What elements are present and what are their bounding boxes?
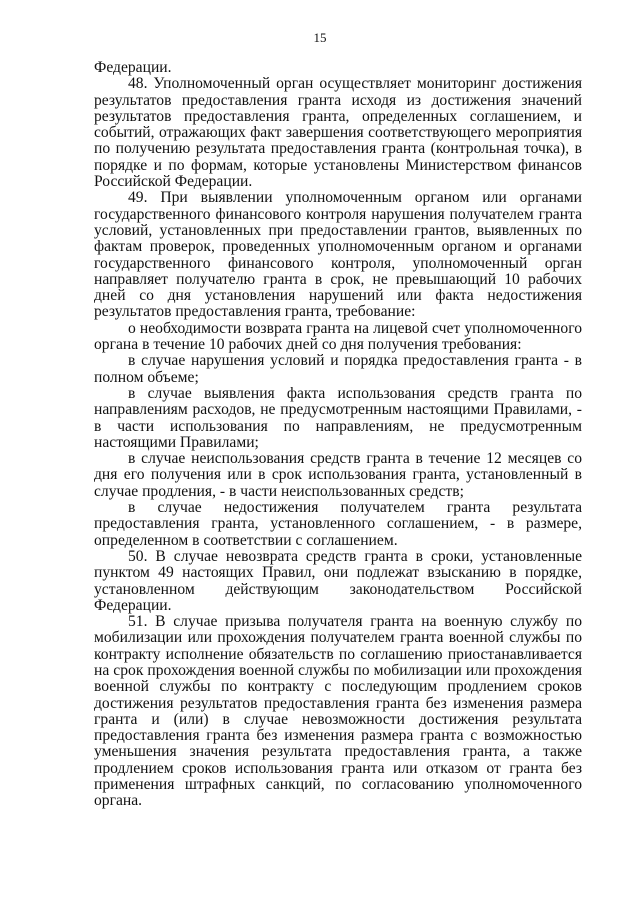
paragraph-continuation: Федерации. — [94, 59, 172, 76]
paragraph-51: 51. В случае призыва получателя гранта на военную службу по мобилизации или прохождения получателем гранта военной службы по контракту исполнение обязательств по соглашению приостанавливается на срок прохождения военной службы по мобилизации или прохождения военной службы по контракту с последующим продлением сроков достижения результатов предоставления гранта без изменения размера гранта и (или) в случае невозможности достижения результата предоставления гранта без изменения размера гранта с возможностью уменьшения значения результата предоставления гранта, а также продлением сроков использования гранта или отказом от гранта без применения штрафных санкций, по согласованию уполномоченного органа. — [94, 613, 582, 810]
paragraph-49-case-not-achieved: в случае недостижения получателем гранта результата предоставления гранта, установленного соглашением, - в размере, определенном в соответствии с соглашением. — [94, 499, 582, 549]
paragraph-49-case-unused: в случае неиспользования средств гранта в течение 12 месяцев со дня его получения или в срок использования гранта, установленный в случае продления, - в части неиспользованных средств; — [94, 450, 582, 500]
paragraph-49-requirement: о необходимости возврата гранта на лицевой счет уполномоченного органа в течение 10 рабочих дней со дня получения требования: — [94, 319, 582, 354]
paragraph-49: 49. При выявлении уполномоченным органом или органами государственного финансового контроля нарушения получателем гранта условий, установленных при предоставлении грантов, выявленных по фактам проверок, проведенных уполномоченным органом и органами государственного финансового контроля, уполномоченный орган направляет получателю гранта в срок, не превышающий 10 рабочих дней со дня установления нарушений или факта недостижения результатов предоставления гранта, требование: — [94, 189, 582, 321]
paragraph-50: 50. В случае невозврата средств гранта в сроки, установленные пунктом 49 настоящих Правил, они подлежат взысканию в порядке, установленном действующим законодательством Российской Федерации. — [94, 547, 582, 614]
paragraph-49-case-violation: в случае нарушения условий и порядка предоставления гранта - в полном объеме; — [94, 352, 582, 386]
paragraph-48: 48. Уполномоченный орган осуществляет мониторинг достижения результатов предоставления гранта исходя из достижения значений результатов предоставления гранта, определенных соглашением, и событий, отражающих факт завершения соответствующего мероприятия по получению результата предоставления гранта (контрольная точка), в порядке и по формам, которые установлены Министерством финансов Российской Федерации. — [94, 75, 582, 191]
page-number: 15 — [313, 30, 327, 45]
document-body — [94, 60, 582, 810]
paragraph-49-case-misuse: в случае выявления факта использования средств гранта по направлениям расходов, не предусмотренным настоящими Правилами, - в части использования по направлениям, не предусмотренным настоящими Правилами; — [94, 384, 582, 451]
